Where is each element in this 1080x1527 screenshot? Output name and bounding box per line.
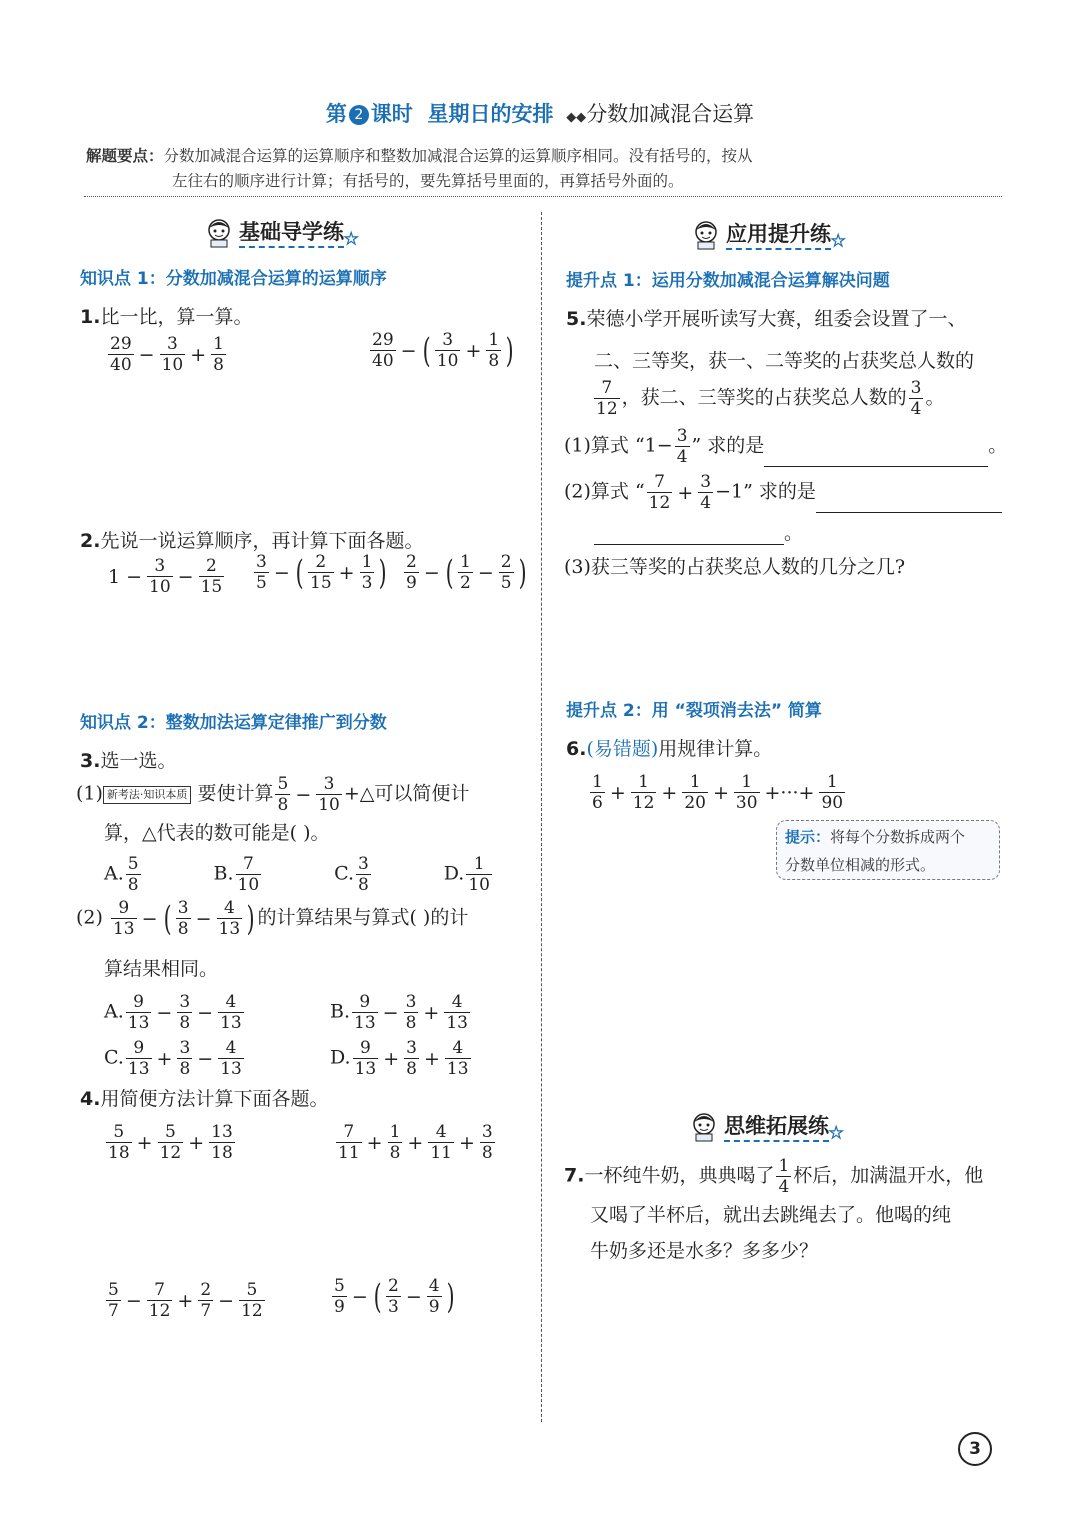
q3-option-c[interactable]: C. $\frac{9}{13}$ + $\frac{3}{8}$ − $\frac{4}{13}$	[104, 1038, 242, 1079]
q3-option-a[interactable]: A. $\frac{9}{13}$ − $\frac{3}{8}$ − $\frac{4}{13}$	[104, 992, 242, 1033]
hint-box: 提示：将每个分数拆成两个 分数单位相减的形式。	[776, 820, 1000, 880]
q1-expression-a: $\frac{29}{40}$ − $\frac{3}{10}$ + $\frac{1}{8}$	[110, 334, 224, 375]
question-4	[80, 1084, 328, 1111]
q3-part-2: (2) $\frac{9}{13}$ − ( $\frac{3}{8}$ − $\frac{4}{13}$ ) 的计算结果与算式( )的计	[76, 898, 469, 939]
answer-blank[interactable]	[816, 512, 1002, 513]
knowledge-point-2: 知识点 2：整数加法运算定律推广到分数	[80, 713, 387, 733]
section-title-text: 应用提升练	[726, 222, 831, 250]
q4-expression-d: $\frac{5}{9}$ − ( $\frac{2}{3}$ − $\frac{4}{9}$ )	[334, 1276, 455, 1317]
q1-expression-b: $\frac{29}{40}$ − ( $\frac{3}{10}$ + $\frac{1}{8}$ )	[372, 330, 514, 371]
fraction: $\frac{1}{8}$	[213, 334, 224, 375]
section-title-text: 基础导学练	[239, 220, 344, 248]
question-7: 7.一杯纯牛奶，典典喝了 $\frac{1}{4}$ 杯后，加满温开水，他	[564, 1156, 984, 1197]
fraction: $\frac{2}{5}$	[500, 552, 512, 593]
fraction: $\frac{1}{8}$	[488, 330, 500, 371]
fraction: $\frac{29}{40}$	[110, 334, 132, 375]
section-title-application	[692, 218, 845, 250]
q5-line-3: $\frac{7}{12}$ ，获二、三等奖的占获奖总人数的 $\frac{3}{4}$ 。	[596, 378, 945, 419]
q3-options-1	[104, 854, 524, 895]
question-text: 用简便方法计算下面各题。	[100, 1088, 329, 1110]
q5-part-2-line-2: 。	[594, 518, 803, 545]
section-title-text: 思维拓展练	[724, 1114, 829, 1142]
hint-label: 提示：	[785, 828, 831, 846]
q4-expression-c: $\frac{5}{7}$ − $\frac{7}{12}$ + $\frac{2}{7}$ − $\frac{5}{12}$	[108, 1280, 263, 1321]
lesson-prefix: 第	[325, 102, 347, 126]
section-title-basic	[205, 216, 358, 248]
arrow-icon: ◆◆	[566, 110, 587, 125]
question-number: 7.	[564, 1164, 585, 1187]
q5-part-2: (2)算式 “ $\frac{7}{12}$ + $\frac{3}{4}$ −1” 求的是	[564, 472, 1002, 513]
q3-option-d[interactable]: D. $\frac{9}{13}$ + $\frac{3}{8}$ + $\frac{4}{13}$	[330, 1038, 469, 1079]
answer-blank[interactable]	[594, 522, 784, 545]
question-number: 5.	[566, 308, 587, 330]
q4-expression-b: $\frac{7}{11}$ + $\frac{1}{8}$ + $\frac{4}{11}$ + $\frac{3}{8}$	[338, 1122, 493, 1163]
fraction: $\frac{2}{15}$	[310, 552, 332, 593]
lesson-subject: 分数加减混合运算	[586, 102, 755, 126]
question-number: 2.	[80, 530, 101, 552]
question-2	[80, 526, 423, 553]
q7-line-2: 又喝了半杯后，就出去跳绳去了。他喝的纯	[590, 1204, 952, 1226]
improvement-point-1: 提升点 1：运用分数加减混合运算解决问题	[566, 271, 890, 291]
lesson-title	[0, 98, 1080, 128]
tips-label: 解题要点：	[86, 146, 164, 165]
question-number: 1.	[80, 306, 101, 328]
q5-part-3: (3)获三等奖的占获奖总人数的几分之几?	[564, 556, 906, 578]
option-b[interactable]: B. $\frac{7}{10}$	[213, 854, 260, 895]
star-icon: ★	[829, 1123, 844, 1142]
page-number: 3	[958, 1432, 992, 1466]
star-icon: ★	[344, 229, 359, 248]
solving-tips	[86, 142, 916, 170]
lesson-suffix: 课时	[370, 102, 413, 126]
q5-line-2: 二、三等奖，获一、二等奖的占获奖总人数的	[594, 350, 975, 372]
fraction: $\frac{4}{13}$	[218, 898, 241, 939]
fraction: $\frac{3}{10}$	[149, 556, 171, 597]
q4-expression-a: $\frac{5}{18}$ + $\frac{5}{12}$ + $\frac{13}{18}$	[108, 1122, 233, 1163]
q5-part-1: (1)算式 “1− $\frac{3}{4}$ ” 求的是 。	[564, 426, 1008, 467]
header-divider	[84, 196, 1002, 197]
error-prone-tag: (易错题)	[586, 738, 659, 760]
q3-part-1-line-2: 算，△代表的数可能是( )。	[104, 822, 330, 844]
question-number: 4.	[80, 1088, 101, 1110]
question-text: 先说一说运算顺序，再计算下面各题。	[100, 530, 424, 552]
star-icon: ★	[831, 231, 846, 250]
fraction: $\frac{1}{3}$	[361, 552, 373, 593]
question-6: 6.(易错题)用规律计算。	[566, 738, 773, 760]
student-mascot-icon	[690, 1112, 718, 1142]
new-exam-badge: 新考法·知识本质	[103, 786, 192, 804]
question-3	[80, 746, 176, 773]
q2-expression-a: 1 − $\frac{3}{10}$ − $\frac{2}{15}$	[108, 556, 223, 597]
q3-option-b[interactable]: B. $\frac{9}{13}$ − $\frac{3}{8}$ + $\frac{4}{13}$	[330, 992, 468, 1033]
improvement-point-2: 提升点 2：用 “裂项消去法” 简算	[566, 701, 822, 721]
option-c[interactable]: C. $\frac{3}{8}$	[334, 854, 369, 895]
answer-blank[interactable]	[764, 466, 988, 467]
column-divider	[541, 212, 542, 1422]
fraction: $\frac{3}{10}$	[161, 334, 184, 375]
option-a[interactable]: A. $\frac{5}{8}$	[104, 854, 139, 895]
q6-expression: $\frac{1}{6}$ + $\frac{1}{12}$ + $\frac{1}{20}$ + $\frac{1}{30}$ +···+ $\frac{1}{90}$	[592, 772, 844, 813]
fraction: $\frac{2}{9}$	[406, 552, 417, 593]
question-number: 3.	[80, 750, 101, 772]
fraction: $\frac{29}{40}$	[372, 330, 394, 371]
q2-expression-c: $\frac{2}{9}$ − ( $\frac{1}{2}$ − $\frac{2}{5}$ )	[406, 552, 527, 593]
question-text: 比一比，算一算。	[100, 306, 253, 328]
option-d[interactable]: D. $\frac{1}{10}$	[443, 854, 490, 895]
student-mascot-icon	[692, 220, 720, 250]
fraction: $\frac{1}{2}$	[460, 552, 471, 593]
q3-part-2-line-2: 算结果相同。	[104, 958, 219, 980]
fraction: $\frac{9}{13}$	[112, 898, 135, 939]
question-1	[80, 302, 252, 329]
fraction: $\frac{3}{8}$	[177, 898, 189, 939]
q7-line-3: 牛奶多还是水多？多多少？	[590, 1240, 819, 1262]
q2-expression-b: $\frac{3}{5}$ − ( $\frac{2}{15}$ + $\frac{1}{3}$ )	[256, 552, 388, 593]
question-5: 5.荣德小学开展听读写大赛，组委会设置了一、	[566, 308, 967, 330]
question-text: 选一选。	[100, 750, 177, 772]
question-number: 6.	[566, 738, 587, 760]
q3-part-1: (1) 新考法·知识本质 要使计算 $\frac{5}{8}$ − $\frac{3}{10}$ +△可以简便计	[76, 774, 470, 815]
section-title-extension	[690, 1110, 843, 1142]
fraction: $\frac{2}{15}$	[200, 556, 223, 597]
knowledge-point-1: 知识点 1：分数加减混合运算的运算顺序	[80, 269, 387, 289]
fraction: $\frac{3}{10}$	[318, 774, 340, 815]
tips-line-1: 分数加减混合运算的运算顺序和整数加减混合运算的运算顺序相同。没有括号的，按从	[163, 147, 753, 165]
tips-line-2: 左往右的顺序进行计算；有括号的，要先算括号里面的，再算括号外面的。	[172, 172, 684, 190]
lesson-topic: 星期日的安排	[427, 102, 554, 126]
fraction: $\frac{3}{10}$	[436, 330, 459, 371]
fraction: $\frac{3}{5}$	[256, 552, 267, 593]
lesson-number-badge: 2	[349, 105, 369, 125]
student-mascot-icon	[205, 218, 233, 248]
fraction: $\frac{5}{8}$	[277, 774, 289, 815]
